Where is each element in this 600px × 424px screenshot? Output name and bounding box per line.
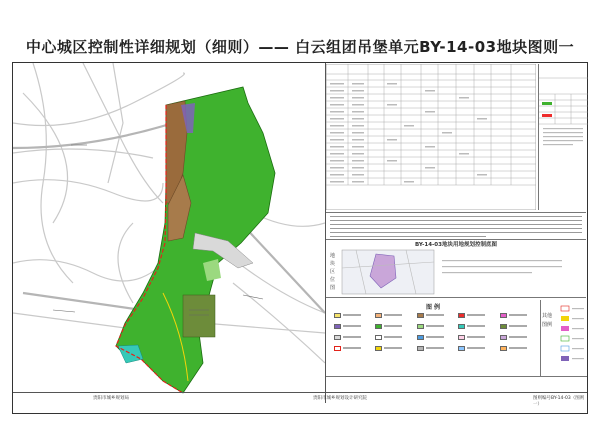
title-block-right: 图则编号BY-14-03（图则一） xyxy=(533,396,585,407)
legend-item xyxy=(334,334,372,340)
legend-item xyxy=(458,345,496,351)
legend-item xyxy=(417,345,455,351)
other-legend-label: 其他图例 xyxy=(541,313,552,328)
legend-item xyxy=(375,312,413,318)
legend-item xyxy=(417,334,455,340)
title-block-left: 贵阳市城乡规划局 xyxy=(93,396,129,401)
legend-item xyxy=(375,345,413,351)
legend-item xyxy=(458,334,496,340)
legend-item xyxy=(417,323,455,329)
planning-control-table xyxy=(326,64,536,210)
location-title: BY-14-03地块用地规划控制底图 xyxy=(415,242,497,248)
notes-section xyxy=(326,212,586,240)
legend-item xyxy=(334,345,372,351)
legend-item xyxy=(500,334,538,340)
legend-item xyxy=(417,312,455,318)
location-map-section xyxy=(326,248,586,298)
title-block-middle: 贵阳市城乡规划设计研究院 xyxy=(313,396,367,401)
legend-item xyxy=(375,334,413,340)
map-svg xyxy=(13,63,325,403)
legend-item xyxy=(500,312,538,318)
location-map-svg xyxy=(326,248,586,298)
legend-title: 图 例 xyxy=(425,304,441,311)
bottom-info-row xyxy=(326,376,587,392)
legend-item xyxy=(334,312,372,318)
legend-item xyxy=(500,345,538,351)
olive-parcel xyxy=(183,295,215,337)
legend-item xyxy=(458,323,496,329)
sheet-title: 中心城区控制性详细规划（细则）—— 白云组团吊堡单元BY-14-03地块图则一 xyxy=(25,38,575,56)
legend-item xyxy=(375,323,413,329)
title-block xyxy=(13,392,587,407)
map-area xyxy=(13,63,325,403)
legend-item xyxy=(458,312,496,318)
side-summary-grid xyxy=(539,64,588,210)
location-map-label: 地块区位图 xyxy=(330,253,336,291)
legend-grid xyxy=(334,312,538,351)
legend-item xyxy=(334,323,372,329)
planning-table-grid xyxy=(326,64,536,210)
side-summary-box xyxy=(538,64,587,210)
legend-item xyxy=(500,323,538,329)
